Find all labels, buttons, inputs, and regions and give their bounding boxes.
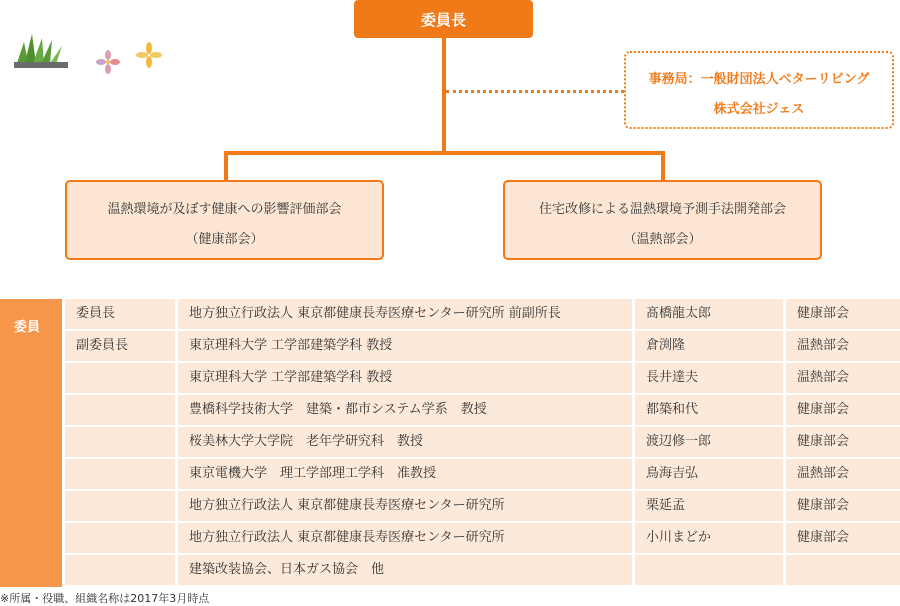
cell-affiliation: 東京理科大学 工学部建築学科 教授 [178, 363, 632, 393]
cell-name: 栗延孟 [635, 491, 783, 521]
secretariat-box [624, 51, 894, 129]
cell-name: 髙橋龍太郎 [635, 299, 783, 329]
cell-affiliation: 桜美林大学大学院 老年学研究科 教授 [178, 427, 632, 457]
cell-role [65, 555, 175, 585]
table-row [0, 395, 900, 425]
chair-box: 委員長 [354, 0, 533, 38]
connector-vertical-main [442, 38, 446, 154]
cell-affiliation: 東京電機大学 理工学部理工学科 准教授 [178, 459, 632, 489]
cell-name: 渡辺修一郎 [635, 427, 783, 457]
cell-name [635, 555, 783, 585]
cell-dept [786, 555, 900, 585]
dept-thermal-short: （温熱部会） [623, 232, 702, 247]
footnote: ※所属・役職、組織名称は2017年3月時点 [0, 592, 210, 605]
connector-right [661, 151, 665, 181]
dept-health-name: 温熱環境が及ぼす健康への影響評価部会 [107, 202, 342, 217]
cell-affiliation: 建築改装協会、日本ガス協会 他 [178, 555, 632, 585]
secretariat-line2: 株式会社ジェス [713, 102, 805, 117]
cell-role [65, 523, 175, 553]
pink-flower-icon [95, 50, 121, 74]
cell-name: 都築和代 [635, 395, 783, 425]
table-row [0, 491, 900, 521]
cell-affiliation: 地方独立行政法人 東京都健康長寿医療センター研究所 前副所長 [178, 299, 632, 329]
cell-dept: 温熱部会 [786, 363, 900, 393]
cell-dept: 温熱部会 [786, 459, 900, 489]
cell-role [65, 427, 175, 457]
cell-role: 委員長 [65, 299, 175, 329]
dept-thermal-name: 住宅改修による温熱環境予測手法開発部会 [538, 202, 786, 217]
dept-health-short: （健康部会） [185, 232, 264, 247]
cell-role [65, 491, 175, 521]
members-label: 委員 [0, 299, 62, 587]
cell-name: 倉渕隆 [635, 331, 783, 361]
dept-thermal-box [503, 180, 822, 260]
cell-role: 副委員長 [65, 331, 175, 361]
grass-icon [14, 32, 68, 68]
yellow-flower-icon [136, 42, 162, 68]
secretariat-line1: 事務局：一般財団法人ベターリビング [648, 72, 870, 87]
cell-role [65, 459, 175, 489]
connector-horizontal [224, 151, 665, 155]
connector-left [224, 151, 228, 181]
cell-dept: 温熱部会 [786, 331, 900, 361]
cell-dept: 健康部会 [786, 523, 900, 553]
secretariat-connector [446, 90, 624, 93]
table-row [0, 299, 900, 329]
cell-name: 長井達夫 [635, 363, 783, 393]
cell-dept: 健康部会 [786, 299, 900, 329]
table-row [0, 459, 900, 489]
cell-role [65, 395, 175, 425]
table-row [0, 363, 900, 393]
table-row [0, 555, 900, 585]
dept-health-box [65, 180, 384, 260]
cell-role [65, 363, 175, 393]
cell-affiliation: 地方独立行政法人 東京都健康長寿医療センター研究所 [178, 523, 632, 553]
cell-name: 鳥海吉弘 [635, 459, 783, 489]
cell-name: 小川まどか [635, 523, 783, 553]
cell-affiliation: 地方独立行政法人 東京都健康長寿医療センター研究所 [178, 491, 632, 521]
table-row [0, 523, 900, 553]
cell-affiliation: 東京理科大学 工学部建築学科 教授 [178, 331, 632, 361]
cell-dept: 健康部会 [786, 395, 900, 425]
table-row [0, 427, 900, 457]
cell-dept: 健康部会 [786, 491, 900, 521]
table-row [0, 331, 900, 361]
cell-affiliation: 豊橋科学技術大学 建築・都市システム学系 教授 [178, 395, 632, 425]
cell-dept: 健康部会 [786, 427, 900, 457]
